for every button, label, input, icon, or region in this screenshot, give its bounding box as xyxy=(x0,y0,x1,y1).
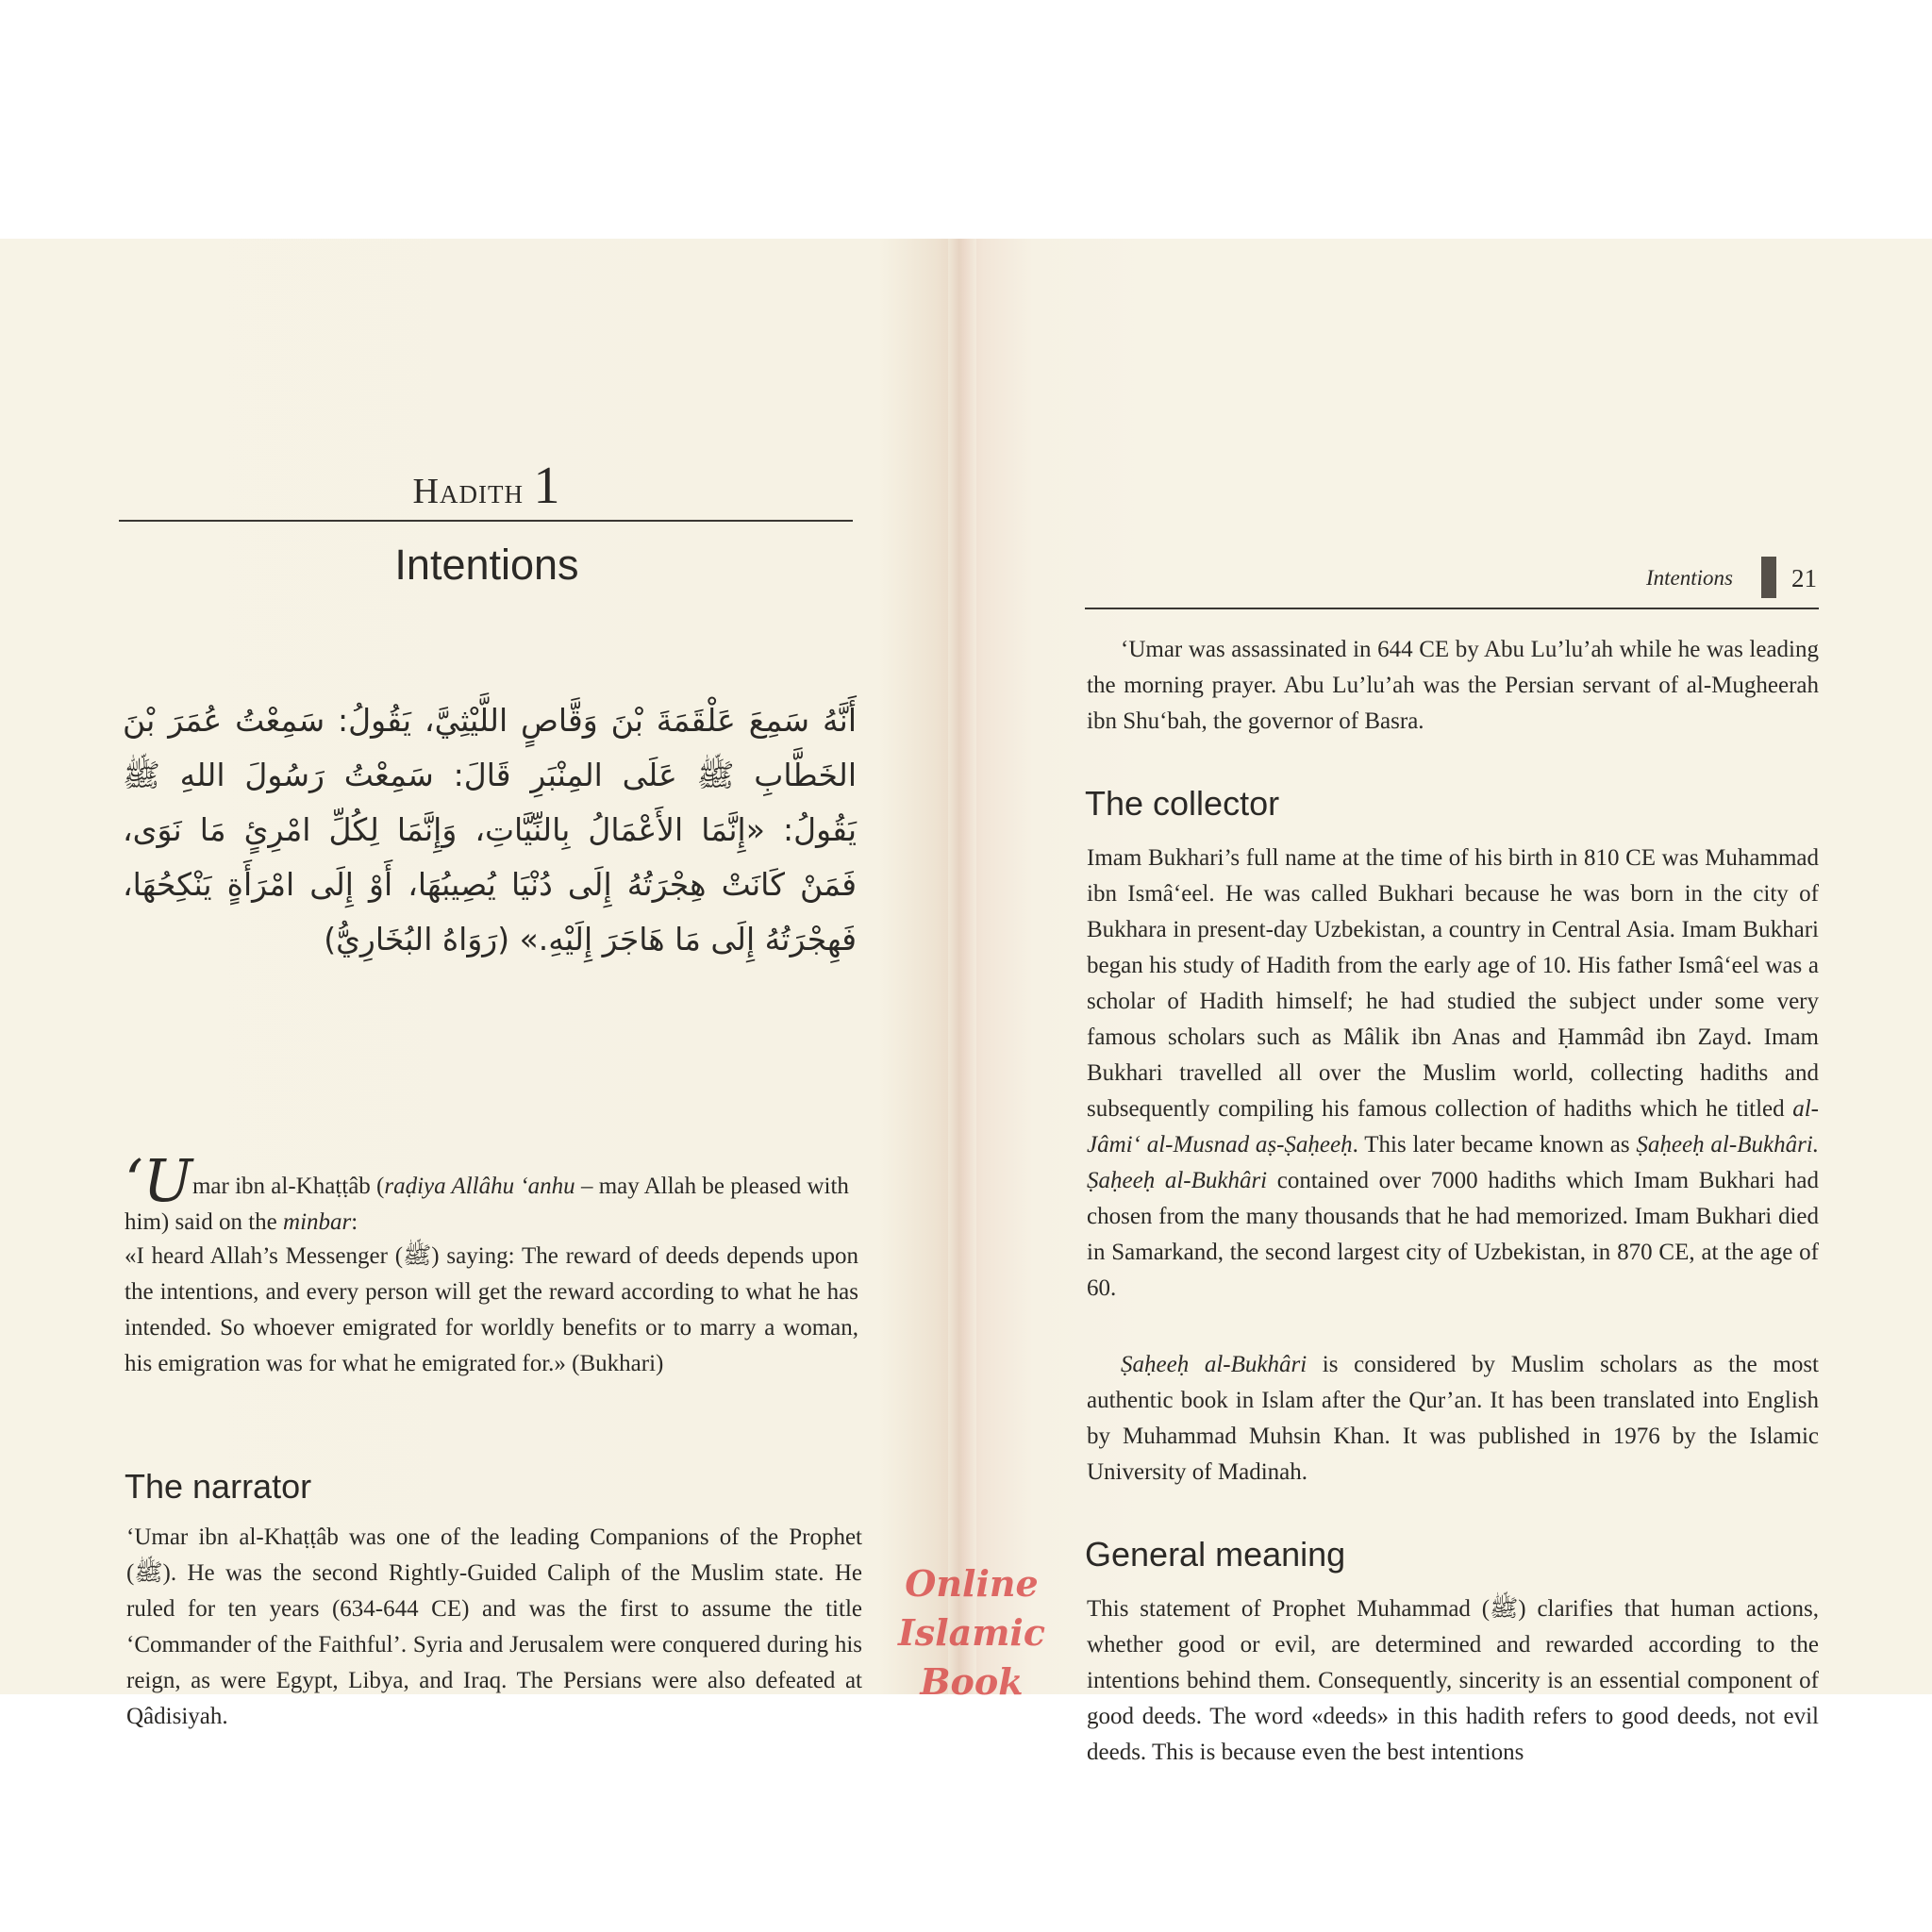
left-page xyxy=(0,239,955,1729)
running-head-rule xyxy=(1085,608,1819,609)
hadith-intro xyxy=(125,1146,858,1241)
intro-italic-1: raḍiya Allâhu ‘anhu xyxy=(384,1174,575,1199)
chapter-title: Intentions xyxy=(394,541,579,589)
saheeh-text: is considered by Muslim scholars as the most authentic book in Islam after the Qur’an. It has been translated into English by Muhammad Muhsin Khan. It was published in 1976 by the Islamic University of Madinah. xyxy=(1087,1352,1819,1485)
hadith-number: 1 xyxy=(533,457,561,515)
saheeh-paragraph xyxy=(1087,1347,1819,1491)
running-head-bar xyxy=(1761,557,1776,598)
meaning-paragraph: This statement of Prophet Muhammad (ﷺ) clarifies that human actions, whether good or evil, are determined and rewarded according to the intentions behind them. Consequently, sincerity is an essential component of good deeds. The word «deeds» in this hadith refers to good deeds, not evil deeds. This is because even the best intentions xyxy=(1087,1596,1819,1765)
umar-paragraph: ‘Umar was assassinated in 644 CE by Abu Lu’lu’ah while he was leading the morning prayer. Abu Lu’lu’ah was the Persian servant of al-Mugheerah ibn Shu‘bah, the governor of Basra. xyxy=(1087,637,1819,734)
heading-rule xyxy=(119,520,853,522)
collector-text-2: . This later became known as xyxy=(1352,1132,1637,1158)
watermark-line-1: Online Islamic xyxy=(897,1562,1045,1654)
collector-text-1: Imam Bukhari’s full name at the time of his birth in 810 CE was Muhammad ibn Ismâ‘eel. He was called Bukhari because he was born in the city of Bukhara in present-day Uzbekistan, a country in Central Asia. Imam Bukhari began his study of Hadith from the early age of 10. His father Ismâ‘eel was a scholar of Hadith himself; he had studied the subject under some very famous scholars such as Mâlik ibn Anas and Ḥammâd ibn Zayd. Imam Bukhari travelled all over the Muslim world, collecting hadiths and subsequently compiling his famous collection of hadiths which he titled xyxy=(1087,845,1819,1122)
hadith-heading xyxy=(119,456,855,516)
arabic-hadith-text: أَنَّهُ سَمِعَ عَلْقَمَةَ بْنَ وَقَّاصٍ اللَّيْثِيَّ، يَقُولُ: سَمِعْتُ عُمَرَ بْنَ الخَطَّابِ ﷺ عَلَى المِنْبَرِ قَالَ: سَمِعْتُ رَسُولَ اللهِ ﷺ يَقُولُ: «إِنَّمَا الأَعْمَالُ بِالنِّيَّاتِ، وَإِنَّمَا لِكُلِّ امْرِئٍ مَا نَوَى، فَمَنْ كَانَتْ هِجْرَتُهُ إِلَى دُنْيَا يُصِيبُهَا، أَوْ إِلَى امْرَأَةٍ يَنْكِحُهَا، فَهِجْرَتُهُ إِلَى مَا هَاجَرَ إِلَيْهِ.» (رَوَاهُ البُخَارِيُّ) xyxy=(123,702,857,958)
collector-heading: The collector xyxy=(1085,784,1280,823)
running-head: Intentions xyxy=(1646,566,1733,590)
narrator-paragraph: ‘Umar ibn al-Khaṭṭâb was one of the leading Companions of the Prophet (ﷺ). He was the second Rightly-Guided Caliph of the Muslim state. He ruled for ten years (634-644 CE) and was the first to assume the title ‘Commander of the Faithful’. Syria and Jerusalem were conquered during his reign, as were Egypt, Libya, and Iraq. The Persians were also defeated at Qâdisiyah. xyxy=(126,1524,862,1729)
meaning-heading: General meaning xyxy=(1085,1535,1346,1574)
hadith-label: Hadith xyxy=(412,472,524,511)
intro-text-1: mar ibn al-Khaṭṭâb ( xyxy=(192,1174,385,1199)
saheeh-italic: Ṣaḥeeḥ al-Bukhâri xyxy=(1121,1352,1307,1377)
intro-text-2: – may Allah be pleased with him) said on the xyxy=(125,1174,849,1235)
watermark-line-2: Book xyxy=(920,1660,1024,1703)
collector-paragraph xyxy=(1087,841,1819,1307)
intro-text-3: : xyxy=(351,1209,358,1235)
collector-italic-1: al-Jâmi‘ al-Musnad aṣ-Ṣaḥeeḥ xyxy=(1087,1096,1819,1158)
intro-italic-2: minbar xyxy=(283,1209,352,1235)
watermark xyxy=(830,1559,1113,1707)
hadith-translation: «I heard Allah’s Messenger (ﷺ) saying: The reward of deeds depends upon the intentions, and every person will get the reward according to what he has intended. So whoever emigrated for worldly benefits or to marry a woman, his emigration was for what he emigrated for.» (Bukhari) xyxy=(125,1243,858,1376)
book-spread xyxy=(0,239,1932,1765)
drop-cap: ‘U xyxy=(125,1146,192,1215)
collector-text-3: contained over 7000 hadiths which Imam Bukhari had chosen from the many thousands that he had memorized. Imam Bukhari died in Samarkand, the second largest city of Uzbekistan, in 870 CE, at the age of 60. xyxy=(1087,1168,1819,1301)
page-number: 21 xyxy=(1791,564,1817,592)
narrator-heading: The narrator xyxy=(125,1467,312,1506)
book-gutter xyxy=(948,239,976,1694)
collector-italic-2: Ṣaḥeeḥ al-Bukhâri. Ṣaḥeeḥ al-Bukhâri xyxy=(1087,1132,1819,1193)
